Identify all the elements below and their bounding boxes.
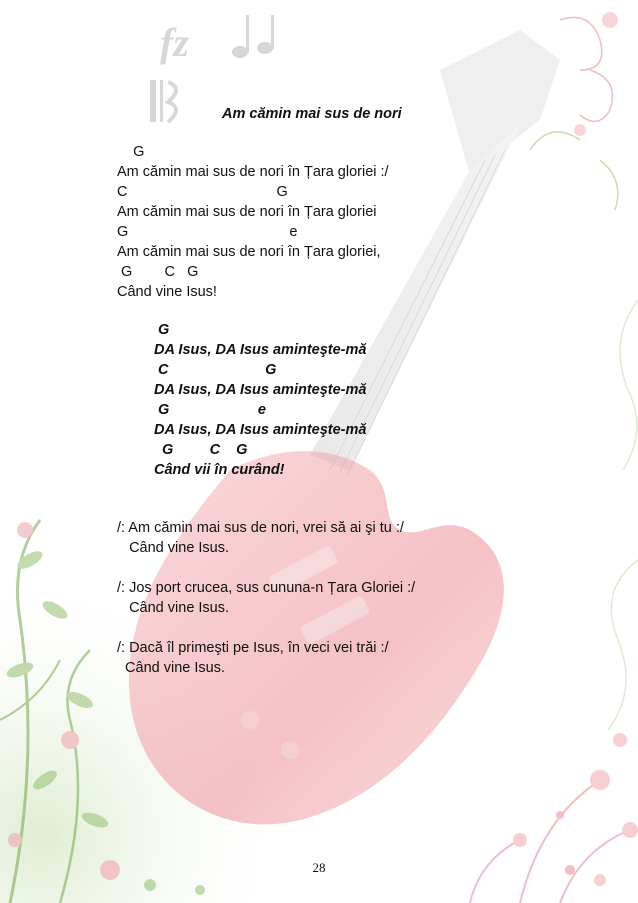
chord-line: G C G <box>154 442 248 458</box>
lyric-line: Am cămin mai sus de nori în Țara gloriei <box>117 204 377 220</box>
lyric-line: DA Isus, DA Isus aminteşte-mă <box>154 422 367 438</box>
lyric-line: Am cămin mai sus de nori în Țara gloriei :/ <box>117 164 389 180</box>
song-title: Am cămin mai sus de nori <box>222 106 402 122</box>
stanza-line: Când vine Isus. <box>117 540 230 556</box>
fz-dynamic-icon: fz <box>160 20 189 65</box>
chord-line: G <box>117 144 145 160</box>
chord-line: G e <box>154 402 266 418</box>
stanza-line: Când vine Isus. <box>117 600 230 616</box>
chord-line: G C G <box>117 264 199 280</box>
lyric-line: Când vii în curând! <box>154 462 285 478</box>
page-number: 28 <box>312 860 326 875</box>
chord-line: G e <box>117 224 298 240</box>
stanza-line: /: Dacă îl primeşti pe Isus, în veci vei trăi :/ <box>117 640 389 656</box>
stanza-line: Când vine Isus. <box>117 660 225 676</box>
lyric-line: DA Isus, DA Isus aminteşte-mă <box>154 342 367 358</box>
stanza-line: /: Jos port crucea, sus cununa-n Țara Gloriei :/ <box>117 580 416 596</box>
lyric-line: Când vine Isus! <box>117 284 217 300</box>
lyric-line: Am cămin mai sus de nori în Țara gloriei, <box>117 244 381 260</box>
chord-line: C G <box>154 362 277 378</box>
chord-line: G <box>154 322 170 338</box>
lyric-line: DA Isus, DA Isus aminteşte-mă <box>154 382 367 398</box>
chord-line: C G <box>117 184 288 200</box>
stanza-line: /: Am cămin mai sus de nori, vrei să ai şi tu :/ <box>117 520 404 536</box>
